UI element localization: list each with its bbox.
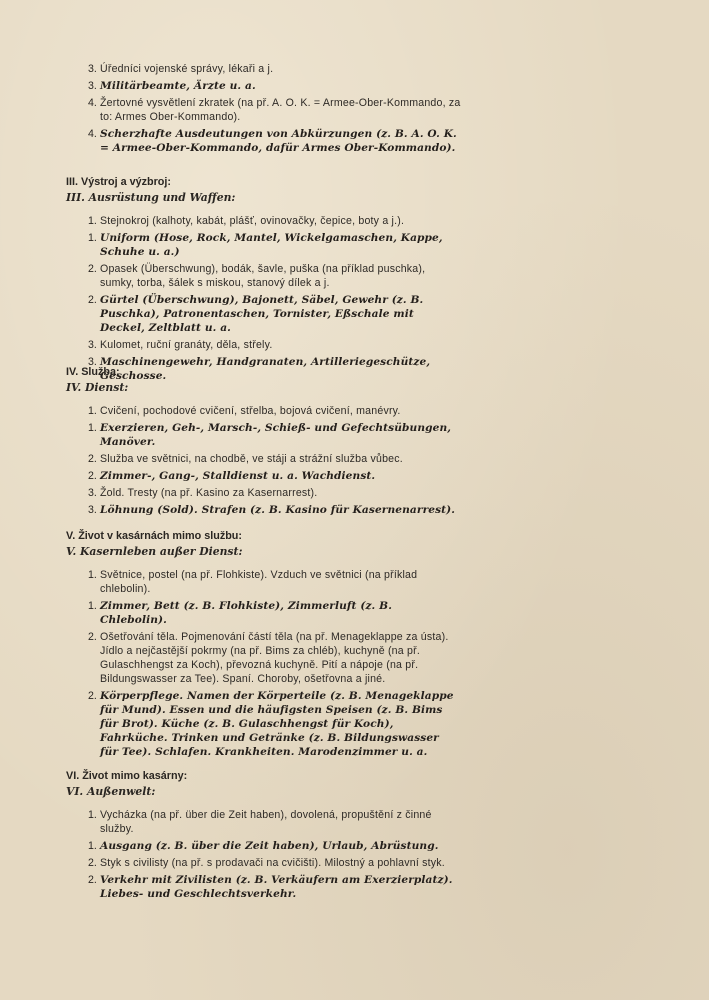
list-item: 4. Scherzhafte Ausdeutungen von Abkürzungen (z. B. A. O. K. = Armee-Ober-Kommando, dafür Armes Ober-Kommando). <box>88 127 468 155</box>
section-heading-german: IV. Dienst: <box>66 381 129 394</box>
list-item: 3. Kulomet, ruční granáty, děla, střely. <box>88 339 273 351</box>
list-item: 1. Uniform (Hose, Rock, Mantel, Wickelgamaschen, Kappe, Schuhe u. a.) <box>88 232 443 258</box>
item-text: Militärbeamte, Ärzte u. a. <box>100 80 256 92</box>
list-item: 3. Žold. Tresty (na př. Kasino za Kasernarrest). <box>88 487 318 499</box>
list-item: 2. Zimmer-, Gang-, Stalldienst u. a. Wachdienst. <box>88 470 376 482</box>
section-heading-german: V. Kasernleben außer Dienst: <box>66 545 243 558</box>
list-item: 2. Služba ve světnici, na chodbě, ve stáji a strážní služba vůbec. <box>88 453 403 465</box>
list-item: 1. Světnice, postel (na př. Flohkiste). Vzduch ve světnici (na příklad chlebolin). <box>88 569 418 595</box>
list-item: 2. Styk s civilisty (na př. s prodavači na cvičišti). Milostný a pohlavní styk. <box>88 857 445 869</box>
list-item: 2. Ošetřování těla. Pojmenování částí těla (na př. Menageklappe za ústa). Jídlo a nejčastější pokrmy (na př. Bims za chléb), kuchyně (na př. Gulaschhengst za Koch), převozná kuchyně. Pití a nápoje (na př. Bildungswasser za Tee). Spaní. Choroby, ošetřovna a jiné. <box>88 631 449 685</box>
list-item: 1. Zimmer, Bett (z. B. Flohkiste), Zimmerluft (z. B. Chlebolin). <box>88 600 392 626</box>
list-item: 3. Löhnung (Sold). Strafen (z. B. Kasino für Kasernenarrest). <box>88 504 456 516</box>
section-heading-german: III. Ausrüstung und Waffen: <box>66 191 236 204</box>
item-text: Úředníci vojenské správy, lékaři a j. <box>100 63 274 75</box>
section-heading: VI. Život mimo kasárny: <box>66 770 188 782</box>
item-text: Žertovné vysvětlení zkratek (na př. A. O. K. = Armee-Ober-Kommando, za to: Armes Ober-Kommando). <box>100 97 461 123</box>
section-equipment <box>66 174 466 386</box>
section-outside-life <box>66 768 466 904</box>
top-item-list <box>88 62 468 158</box>
list-item: 1. Cvičení, pochodové cvičení, střelba, bojová cvičení, manévry. <box>88 405 401 417</box>
list-item: 2. Gürtel (Überschwung), Bajonett, Säbel, Gewehr (z. B. Puschka), Patronentaschen, Tornister, Eßschale mit Deckel, Zeltblatt u. a. <box>88 294 424 334</box>
list-item: 3. Militärbeamte, Ärzte u. a. <box>88 79 468 93</box>
section-heading: III. Výstroj a výzbroj: <box>66 176 172 188</box>
section-service <box>66 364 466 520</box>
list-item: 1. Stejnokroj (kalhoty, kabát, plášť, ovinovačky, čepice, boty a j.). <box>88 215 405 227</box>
list-item: 3. Maschinengewehr, Handgranaten, Artilleriegeschütze, Geschosse. <box>88 356 431 382</box>
list-item: 2. Verkehr mit Zivilisten (z. B. Verkäufern am Exerzierplatz). Liebes- und Geschlechtsverkehr. <box>88 874 453 900</box>
list-item: 3. Úředníci vojenské správy, lékaři a j. <box>88 62 468 76</box>
section-barracks-life <box>66 528 466 762</box>
list-item: 1. Ausgang (z. B. über die Zeit haben), Urlaub, Abrüstung. <box>88 840 439 852</box>
section-heading-german: VI. Außenwelt: <box>66 785 156 798</box>
section-heading: V. Život v kasárnách mimo službu: <box>66 530 243 542</box>
list-item: 2. Opasek (Überschwung), bodák, šavle, puška (na příklad puschka), sumky, torba, šálek s miskou, stanový dílek a j. <box>88 263 426 289</box>
list-item: 4. Žertovné vysvětlení zkratek (na př. A. O. K. = Armee-Ober-Kommando, za to: Armes Ober-Kommando). <box>88 96 468 124</box>
list-item: 1. Exerzieren, Geh-, Marsch-, Schieß- und Gefechtsübungen, Manöver. <box>88 422 452 448</box>
list-item: 2. Körperpflege. Namen der Körperteile (z. B. Menageklappe für Mund). Essen und die häufigsten Speisen (z. B. Bims für Brot). Küche (z. B. Gulaschhengst für Koch), Fahrküche. Trinken und Getränke (z. B. Bildungswasser für Tee). Schlafen. Krankheiten. Marodenzimmer u. a. <box>88 690 454 758</box>
section-heading: IV. Služba: <box>66 366 120 378</box>
item-text: Scherzhafte Ausdeutungen von Abkürzungen (z. B. A. O. K. = Armee-Ober-Kommando, dafür Armes Ober-Kommando). <box>100 128 457 154</box>
list-item: 1. Vycházka (na př. über die Zeit haben), dovolená, propuštění z činné služby. <box>88 809 432 835</box>
